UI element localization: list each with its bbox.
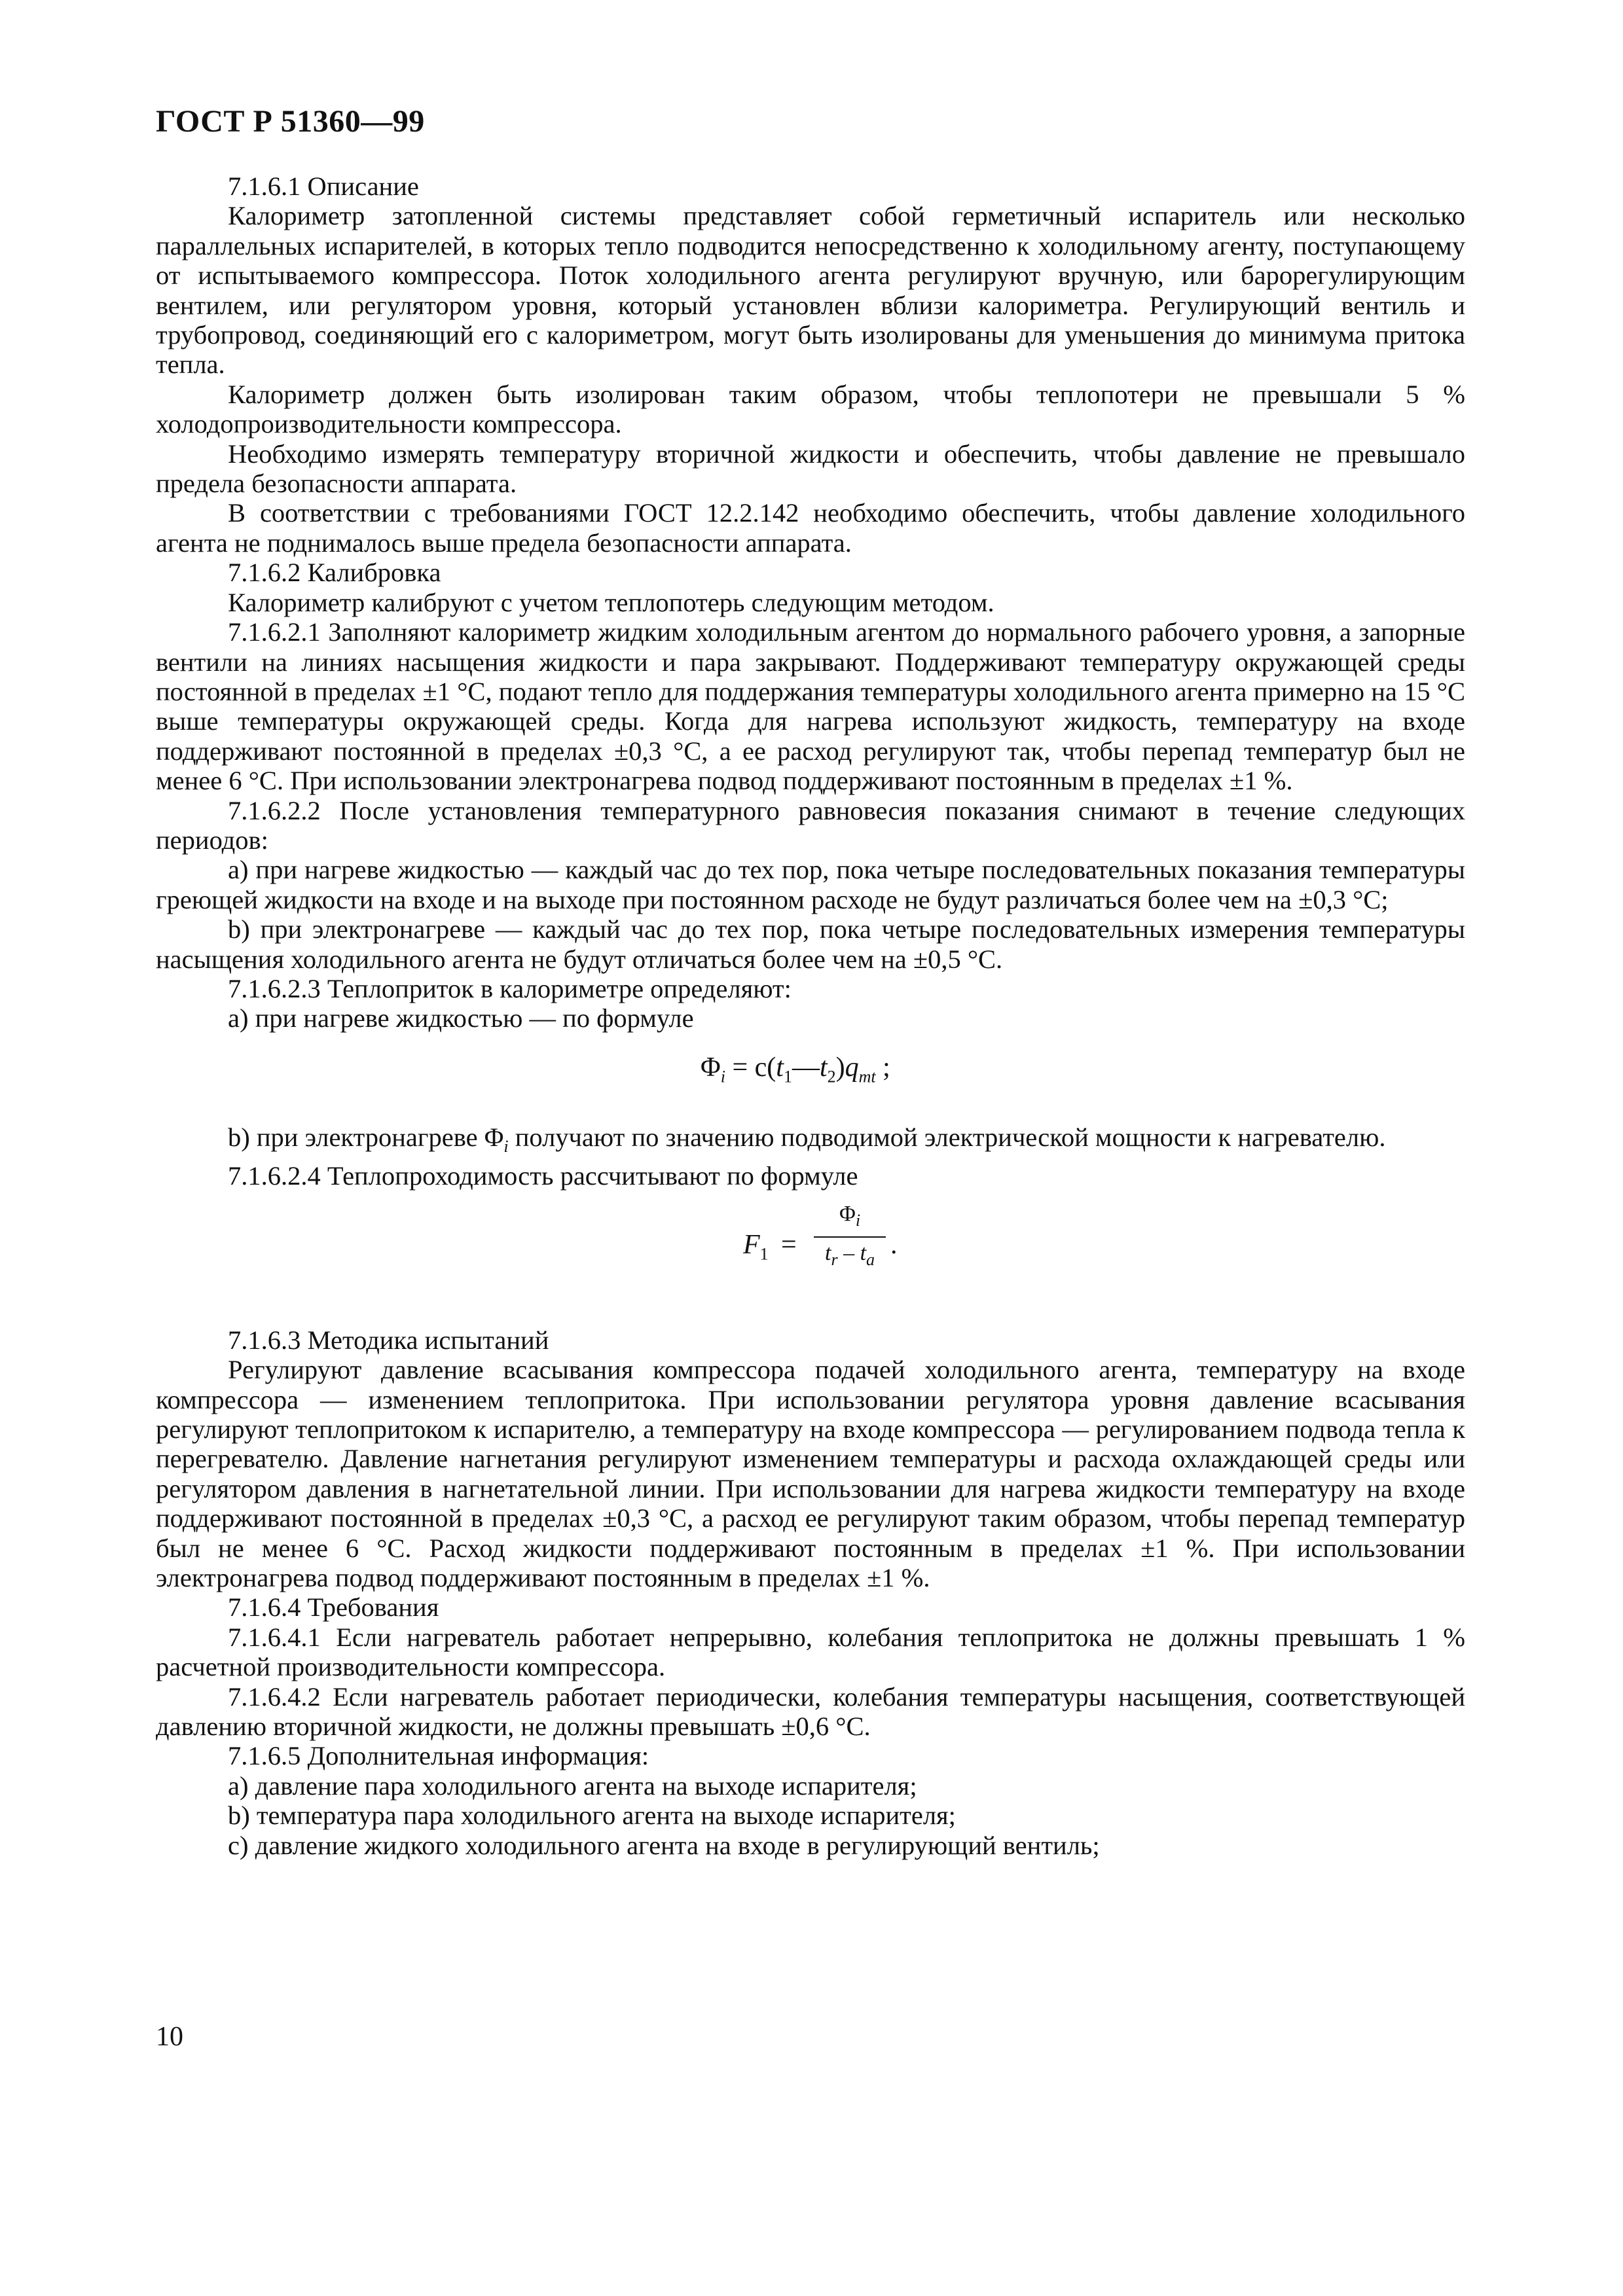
- list-item: a) при нагреве жидкостью — каждый час до тех пор, пока четыре последовательных показания температуры греющей жидкости на входе и на выходе при постоянном расходе не будут различаться более чем на ±0,3 °С;: [156, 855, 1465, 914]
- list-item: b) при электронагреве — каждый час до тех пор, пока четыре последовательных измерения температуры насыщения холодильного агента не будут отличаться более чем на ±0,5 °С.: [156, 914, 1465, 974]
- formula-fraction: [814, 1200, 886, 1274]
- fraction-bar: [814, 1236, 886, 1238]
- formula-symbol: t: [824, 1241, 831, 1266]
- paragraph: Калориметр калибруют с учетом теплопотерь следующим методом.: [228, 587, 994, 617]
- formula-subscript: 1: [783, 1067, 792, 1086]
- formula-heat-inflow: [156, 1033, 1465, 1122]
- paragraph: 7.1.6.2.2 После установления температурного равновесия показания снимают в течение следующих периодов:: [156, 795, 1465, 855]
- formula-text: —: [792, 1052, 820, 1083]
- formula-subscript: i: [503, 1136, 509, 1156]
- paragraph: Необходимо измерять температуру вторичной жидкости и обеспечить, чтобы давление не превышало предела безопасности аппарата.: [156, 439, 1465, 499]
- formula-equals: =: [781, 1229, 797, 1260]
- fraction-numerator: [814, 1200, 886, 1234]
- formula-expression: [701, 1053, 890, 1092]
- formula-text: ): [835, 1052, 845, 1083]
- formula-symbol: Φ: [484, 1122, 504, 1152]
- paragraph: 7.1.6.4.2 Если нагреватель работает периодически, колебания температуры насыщения, соответствующей давлению вторичной жидкости, не должны превышать ±0,6 °С.: [156, 1681, 1465, 1741]
- formula-text: ;: [875, 1052, 890, 1083]
- formula-subscript: r: [831, 1250, 838, 1270]
- paragraph: 7.1.6.2.3 Теплоприток в калориметре определяют:: [228, 973, 792, 1003]
- list-item: b) температура пара холодильного агента на выходе испарителя;: [228, 1801, 956, 1831]
- formula-text: = c(: [725, 1052, 776, 1083]
- formula-lhs: [743, 1230, 769, 1269]
- formula-subscript: mt: [858, 1067, 876, 1086]
- formula-symbol: Φ: [701, 1052, 721, 1083]
- formula-subscript: i: [855, 1210, 861, 1230]
- paragraph: В соответствии с требованиями ГОСТ 12.2.142 необходимо обеспечить, чтобы давление холодильного агента не поднималось выше предела безопасности аппарата.: [156, 498, 1465, 558]
- formula-heat-transfer: [156, 1191, 1465, 1325]
- document-header: ГОСТ Р 51360—99: [156, 104, 425, 139]
- list-item: [156, 1122, 1465, 1162]
- section-heading: 7.1.6.2 Калибровка: [228, 558, 441, 588]
- formula-subscript: 1: [759, 1244, 769, 1264]
- formula-subscript: a: [866, 1250, 875, 1270]
- list-item: c) давление жидкого холодильного агента на входе в регулирующий вентиль;: [228, 1830, 1100, 1860]
- paragraph: 7.1.6.4.1 Если нагреватель работает непрерывно, колебания теплопритока не должны превышать 1 % расчетной производительности компрессора.: [156, 1622, 1465, 1682]
- formula-symbol: t: [776, 1052, 784, 1083]
- paragraph-text: b) при электронагреве: [228, 1122, 484, 1152]
- section-heading: 7.1.6.1 Описание: [228, 171, 419, 201]
- fraction-denominator: [814, 1240, 886, 1273]
- section-heading: 7.1.6.3 Методика испытаний: [228, 1325, 549, 1355]
- formula-subscript: i: [720, 1067, 725, 1086]
- paragraph: 7.1.6.2.4 Теплопроходимость рассчитывают по формуле: [228, 1161, 858, 1191]
- paragraph: Калориметр должен быть изолирован таким образом, чтобы теплопотери не превышали 5 % холодопроизводительности компрессора.: [156, 379, 1465, 439]
- list-item: a) при нагреве жидкостью — по формуле: [228, 1003, 694, 1033]
- formula-subscript: 2: [827, 1067, 836, 1086]
- formula-symbol: Φ: [839, 1201, 856, 1226]
- page-number: 10: [156, 2022, 183, 2052]
- document-body: [156, 171, 1465, 1860]
- formula-text: –: [837, 1241, 860, 1266]
- paragraph: Калориметр затопленной системы представляет собой герметичный испаритель или несколько параллельных испарителей, в которых тепло подводится непосредственно к холодильному агенту, поступающему от испытываемого компрессора. Поток холодильного агента регулируют вручную, или барорегулирующим вентилем, или регулятором уровня, который установлен вблизи калориметра. Регулирующий вентиль и трубопровод, соединяющий его с калориметром, могут быть изолированы для уменьшения до минимума притока тепла.: [156, 201, 1465, 380]
- formula-symbol: q: [845, 1052, 859, 1083]
- formula-symbol: F: [743, 1229, 760, 1260]
- section-heading: 7.1.6.5 Дополнительная информация:: [228, 1741, 649, 1771]
- list-item: a) давление пара холодильного агента на выходе испарителя;: [228, 1770, 917, 1801]
- formula-text: .: [890, 1229, 898, 1260]
- formula-symbol: t: [819, 1052, 828, 1083]
- paragraph-text: получают по значению подводимой электрической мощности к нагревателю.: [508, 1122, 1386, 1152]
- paragraph: Регулируют давление всасывания компрессора подачей холодильного агента, температуру на входе компрессора — изменением теплопритока. При использовании регулятора уровня давление всасывания регулируют теплопритоком к испарителю, а температуру на входе компрессора — регулированием подвода тепла к перегревателю. Давление нагнетания регулируют изменением температуры и расхода охлаждающей среды или регулятором давления в нагнетательной линии. При использовании для нагрева жидкости температуру на входе поддерживают постоянной в пределах ±0,3 °С, а расход ее регулируют таким образом, чтобы перепад температур был не менее 6 °С. Расход жидкости поддерживают постоянным в пределах ±1 %. При использовании электронагрева подвод поддерживают постоянным в пределах ±1 %.: [156, 1355, 1465, 1592]
- section-heading: 7.1.6.4 Требования: [228, 1592, 439, 1623]
- paragraph: 7.1.6.2.1 Заполняют калориметр жидким холодильным агентом до нормального рабочего уровня, а запорные вентили на линиях насыщения жидкости и пара закрывают. Поддерживают температуру окружающей среды постоянной в пределах ±1 °С, подают тепло для поддержания температуры холодильного агента примерно на 15 °С выше температуры окружающей среды. Когда для нагрева используют жидкость, температуру на входе поддерживают постоянной в пределах ±0,3 °С, а ее расход регулируют так, чтобы перепад температур был не менее 6 °С. При использовании электронагрева подвод поддерживают постоянным в пределах ±1 %.: [156, 617, 1465, 796]
- formula-symbol: t: [860, 1241, 867, 1266]
